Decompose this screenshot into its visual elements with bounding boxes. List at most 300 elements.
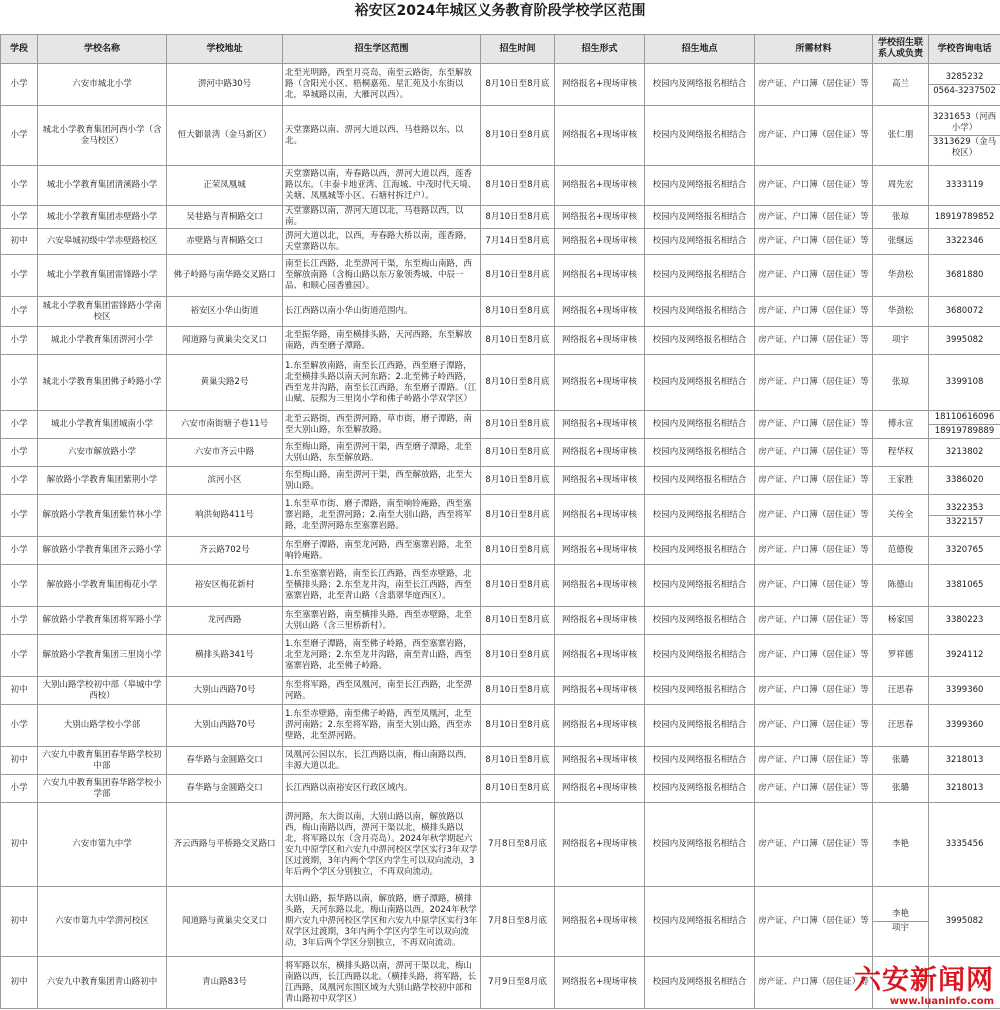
cell-phone: [929, 411, 1000, 439]
cell-address: 恒大御景湾（金马新区）: [167, 106, 283, 166]
cell-district-range: 淠河大道以北，以西，寿春路大桥以南，莲香路，天堂寨路以东。: [283, 229, 481, 255]
cell-address: 青山路83号: [167, 957, 283, 1009]
phone-entry: 3213802: [945, 447, 984, 457]
cell-school-name: 城北小学教育集团清溪路小学: [38, 166, 167, 206]
cell-form: 网络报名+现场审核: [555, 803, 645, 887]
cell-contact: [873, 64, 929, 106]
table-row: [1, 887, 1000, 957]
cell-contact: [873, 775, 929, 803]
cell-time: 8月10日至8月底: [481, 355, 555, 411]
table-row: [1, 677, 1000, 705]
cell-address: 齐云西路与平桥路交叉路口: [167, 803, 283, 887]
cell-place: 校园内及网络报名相结合: [645, 887, 755, 957]
cell-level: 初中: [1, 677, 38, 705]
cell-contact: [873, 705, 929, 747]
cell-form: 网络报名+现场审核: [555, 887, 645, 957]
cell-district-range: 天堂寨路以南、淠河大道以西、马巷路以东、以北。: [283, 106, 481, 166]
cell-form: 网络报名+现场审核: [555, 255, 645, 297]
cell-school-name: 解放路小学教育集团将军路小学: [38, 607, 167, 635]
cell-place: 校园内及网络报名相结合: [645, 106, 755, 166]
cell-school-name: 大别山路学校初中部（皋城中学西校）: [38, 677, 167, 705]
cell-materials: 房产证、户口簿（居住证）等: [755, 106, 873, 166]
watermark-text: 六安新闻网: [854, 965, 994, 996]
contact-entry: 汪思春: [887, 720, 914, 730]
cell-district-range: 1.东至解放南路，南至长江西路，西至磨子潭路，北至横排头路以南天河东路；2.北至佛子岭西路，西至龙井沟路，南至长江西路，东至磨子潭路。（江山赋、辰熙为三里岗小学和佛子岭路小学双学区）: [283, 355, 481, 411]
cell-address: 吴巷路与青桐路交口: [167, 206, 283, 229]
cell-phone: [929, 106, 1000, 166]
contact-entry: 关传全: [887, 510, 914, 520]
phone-entry: 3285232: [945, 72, 984, 82]
phone-entry: 3322346: [945, 236, 984, 246]
cell-time: 7月8日至8月底: [481, 887, 555, 957]
table-row: [1, 565, 1000, 607]
table-row: [1, 327, 1000, 355]
cell-address: 裕安区小华山街道: [167, 297, 283, 327]
cell-materials: 房产证、户口簿（居住证）等: [755, 229, 873, 255]
contact-entry: 张琼: [891, 377, 909, 387]
cell-place: 校园内及网络报名相结合: [645, 957, 755, 1009]
header-place: 招生地点: [645, 35, 755, 64]
phone-entry: 3218013: [945, 783, 984, 793]
contact-entry: 张琼: [891, 211, 909, 222]
table-row: [1, 64, 1000, 106]
cell-district-range: 北至云路街，西至淠河路，草市街，磨子潭路，南至大别山路，东至解放路。: [283, 411, 481, 439]
cell-district-range: 东至将军路，西至凤凰河，南至长江西路，北至淠河路。: [283, 677, 481, 705]
cell-place: 校园内及网络报名相结合: [645, 747, 755, 775]
cell-place: 校园内及网络报名相结合: [645, 439, 755, 467]
cell-place: 校园内及网络报名相结合: [645, 411, 755, 439]
contact-entry: 项宇: [873, 921, 928, 935]
cell-phone: [929, 64, 1000, 106]
cell-contact: [873, 677, 929, 705]
table-row: [1, 957, 1000, 1009]
cell-time: 7月9日至8月底: [481, 957, 555, 1009]
contact-entry: 李艳: [891, 839, 909, 849]
contact-entry: 程华权: [887, 447, 914, 457]
contact-entry: 罗祥德: [887, 650, 914, 660]
cell-form: 网络报名+现场审核: [555, 635, 645, 677]
cell-phone: [929, 495, 1000, 537]
cell-level: 小学: [1, 206, 38, 229]
phone-entry: 3995082: [945, 335, 984, 345]
cell-materials: 房产证、户口簿（居住证）等: [755, 565, 873, 607]
cell-place: 校园内及网络报名相结合: [645, 355, 755, 411]
cell-district-range: 北至光明路，西至月亮岛，南至云路街，东至解放路（含阳光小区、梧桐嘉苑、星汇苑及小东街以北，皋城路以南，大雁河以西）。: [283, 64, 481, 106]
cell-place: 校园内及网络报名相结合: [645, 705, 755, 747]
cell-contact: [873, 411, 929, 439]
phone-entry: 3399108: [945, 377, 984, 387]
cell-school-name: 解放路小学教育集团紫竹林小学: [38, 495, 167, 537]
table-row: [1, 106, 1000, 166]
cell-form: 网络报名+现场审核: [555, 705, 645, 747]
phone-entry: 3320765: [945, 545, 984, 555]
cell-time: 8月10日至8月底: [481, 635, 555, 677]
cell-time: 8月10日至8月底: [481, 255, 555, 297]
cell-phone: [929, 705, 1000, 747]
cell-materials: 房产证、户口簿（居住证）等: [755, 537, 873, 565]
cell-time: 8月10日至8月底: [481, 297, 555, 327]
cell-phone: [929, 439, 1000, 467]
cell-district-range: 大别山路，振华路以南，解放路，磨子潭路，横排头路，天河东路以北，梅山南路以西。2024年秋学期六安九中淠河校区学区和六安九中原学区实行3年双学区过渡期，3年内两个学区内学生可以双向流动，3年后两个学区分别独立，不再双向流动。: [283, 887, 481, 957]
cell-time: 8月10日至8月底: [481, 411, 555, 439]
contact-entry: 张仁朋: [887, 130, 914, 140]
cell-district-range: 凤凰河公园以东，长江西路以南，梅山南路以西，丰源大道以北。: [283, 747, 481, 775]
contact-entry: 高兰: [891, 79, 909, 89]
table-row: [1, 255, 1000, 297]
cell-phone: [929, 255, 1000, 297]
phone-entry: 3313629（金马校区）: [929, 135, 1000, 160]
cell-time: 8月10日至8月底: [481, 327, 555, 355]
cell-level: 小学: [1, 411, 38, 439]
cell-phone: [929, 677, 1000, 705]
cell-contact: [873, 803, 929, 887]
cell-address: 滨河小区: [167, 467, 283, 495]
page-title: 裕安区2024年城区义务教育阶段学校学区范围: [354, 3, 646, 19]
cell-contact: [873, 887, 929, 957]
phone-entry: 3680072: [945, 306, 984, 316]
cell-contact: [873, 565, 929, 607]
cell-form: 网络报名+现场审核: [555, 607, 645, 635]
cell-level: 小学: [1, 64, 38, 106]
cell-school-name: 六安市第九中学: [38, 803, 167, 887]
cell-time: 8月10日至8月底: [481, 467, 555, 495]
cell-district-range: 长江西路以南小华山街道范围内。: [283, 297, 481, 327]
table-row: [1, 439, 1000, 467]
cell-school-name: 城北小学教育集团赤壁路小学: [38, 206, 167, 229]
phone-entry: 0564-3237502: [929, 84, 1000, 98]
cell-contact: [873, 255, 929, 297]
cell-contact: [873, 467, 929, 495]
cell-school-name: 城北小学教育集团雷锋路小学南校区: [38, 297, 167, 327]
cell-level: 小学: [1, 775, 38, 803]
cell-district-range: 北至振华路，南至横排头路，天河西路，东至解放南路，西至磨子潭路。: [283, 327, 481, 355]
header-phone: 学校咨询电话: [929, 35, 1000, 64]
cell-phone: [929, 297, 1000, 327]
table-row: [1, 775, 1000, 803]
cell-phone: [929, 565, 1000, 607]
cell-district-range: 天堂寨路以南，淠河大道以北，马巷路以西，以南。: [283, 206, 481, 229]
cell-form: 网络报名+现场审核: [555, 537, 645, 565]
cell-materials: 房产证、户口簿（居住证）等: [755, 887, 873, 957]
cell-school-name: 城北小学教育集团淠河小学: [38, 327, 167, 355]
cell-materials: 房产证、户口簿（居住证）等: [755, 166, 873, 206]
cell-district-range: 1.东至草市街、磨子潭路，南至响铃庵路，西至塞寨岩路，北至淠河路；2.南至大别山路，西至将军路，北至淠河路东至塞寨岩路。: [283, 495, 481, 537]
cell-address: 正荣凤凰城: [167, 166, 283, 206]
cell-materials: 房产证、户口簿（居住证）等: [755, 803, 873, 887]
school-district-table: [0, 34, 1000, 1009]
cell-place: 校园内及网络报名相结合: [645, 537, 755, 565]
cell-address: 闻道路与黄巢尖交叉口: [167, 327, 283, 355]
phone-entry: 18919789889: [929, 424, 1000, 438]
phone-entry: 3399360: [945, 720, 984, 730]
cell-address: 齐云路702号: [167, 537, 283, 565]
cell-address: 大别山西路70号: [167, 705, 283, 747]
table-row: [1, 355, 1000, 411]
cell-form: 网络报名+现场审核: [555, 297, 645, 327]
phone-entry: 3386020: [945, 475, 984, 485]
cell-school-name: 六安九中教育集团春华路学校小学部: [38, 775, 167, 803]
cell-time: 8月10日至8月底: [481, 166, 555, 206]
cell-school-name: 大别山路学校小学部: [38, 705, 167, 747]
cell-form: 网络报名+现场审核: [555, 355, 645, 411]
contact-entry: 张璐: [891, 755, 909, 765]
cell-district-range: 东至塞寨岩路，南至横排头路，西至赤壁路，北至大别山路（含三里桥新村）。: [283, 607, 481, 635]
cell-phone: [929, 887, 1000, 957]
cell-materials: 房产证、户口簿（居住证）等: [755, 957, 873, 1009]
cell-place: 校园内及网络报名相结合: [645, 467, 755, 495]
cell-materials: 房产证、户口簿（居住证）等: [755, 64, 873, 106]
cell-form: 网络报名+现场审核: [555, 106, 645, 166]
cell-materials: 房产证、户口簿（居住证）等: [755, 775, 873, 803]
cell-contact: [873, 635, 929, 677]
cell-materials: 房产证、户口簿（居住证）等: [755, 607, 873, 635]
cell-time: 8月10日至8月底: [481, 747, 555, 775]
cell-time: 8月10日至8月底: [481, 106, 555, 166]
contact-entry: 傅永宣: [887, 419, 914, 429]
cell-level: 初中: [1, 747, 38, 775]
cell-district-range: 东至梅山路，南至淠河干渠，西至磨子潭路，北至大别山路，东至解放路。: [283, 439, 481, 467]
phone-entry: 3322157: [929, 515, 1000, 529]
cell-level: 小学: [1, 565, 38, 607]
cell-level: 小学: [1, 705, 38, 747]
cell-level: 小学: [1, 495, 38, 537]
phone-entry: 3924112: [945, 650, 984, 660]
contact-entry: 杨家国: [887, 615, 914, 625]
cell-phone: [929, 206, 1000, 229]
cell-materials: 房产证、户口簿（居住证）等: [755, 206, 873, 229]
cell-phone: [929, 607, 1000, 635]
contact-entry: 华劲松: [887, 270, 914, 280]
cell-place: 校园内及网络报名相结合: [645, 635, 755, 677]
cell-time: 8月10日至8月底: [481, 206, 555, 229]
cell-contact: [873, 206, 929, 229]
table-row: [1, 537, 1000, 565]
cell-phone: [929, 747, 1000, 775]
cell-district-range: 1.东至磨子潭路，南至佛子岭路，西至塞寨岩路，北至龙河路；2.东至龙井沟路，南至青山路，西至塞寨岩路，北至佛子岭路。: [283, 635, 481, 677]
table-row: [1, 495, 1000, 537]
cell-time: 8月10日至8月底: [481, 775, 555, 803]
table-row: [1, 705, 1000, 747]
cell-address: 黄巢尖路2号: [167, 355, 283, 411]
cell-school-name: 六安皋城初级中学赤壁路校区: [38, 229, 167, 255]
cell-address: 春华路与金圆路交口: [167, 775, 283, 803]
cell-school-name: 城北小学教育集团佛子岭路小学: [38, 355, 167, 411]
cell-phone: [929, 229, 1000, 255]
cell-school-name: 解放路小学教育集团三里岗小学: [38, 635, 167, 677]
cell-place: 校园内及网络报名相结合: [645, 206, 755, 229]
cell-level: 小学: [1, 255, 38, 297]
contact-entry: 范德俊: [887, 545, 914, 555]
header-materials: 所需材料: [755, 35, 873, 64]
cell-form: 网络报名+现场审核: [555, 467, 645, 495]
cell-time: 8月10日至8月底: [481, 64, 555, 106]
cell-address: 龙河西路: [167, 607, 283, 635]
cell-form: 网络报名+现场审核: [555, 775, 645, 803]
cell-level: 初中: [1, 803, 38, 887]
cell-materials: 房产证、户口簿（居住证）等: [755, 355, 873, 411]
cell-district-range: 天堂寨路以南，寿春路以西，淠河大道以西，莲香路以东。（丰泰卡地亚湾、江海城、中茂时代天境、关塘、凤凰城等小区、石塘村拆迁户）。: [283, 166, 481, 206]
cell-form: 网络报名+现场审核: [555, 495, 645, 537]
cell-materials: 房产证、户口簿（居住证）等: [755, 635, 873, 677]
cell-form: 网络报名+现场审核: [555, 206, 645, 229]
cell-district-range: 东至梅山路，南至淠河干渠，西至解放路，北至大别山路。: [283, 467, 481, 495]
phone-entry: 3681880: [945, 270, 984, 280]
cell-level: 小学: [1, 166, 38, 206]
cell-district-range: 南至长江西路，北至淠河干渠，东至梅山南路，西至解放南路（含梅山路以东万象领秀城、中辰一品、和顺心园香雅园）。: [283, 255, 481, 297]
cell-district-range: 淠河路，东大街以南，大别山路以南，解放路以西，梅山南路以西，淠河干渠以北，横排头路以北，将军路以东（含月亮岛）。2024年秋学期起六安九中原学区和六安九中淠河校区学区实行3年双学区过渡期，3年内两个学区内学生可以双向流动，3年后两个学区分别独立，不再双向流动。: [283, 803, 481, 887]
cell-contact: [873, 607, 929, 635]
phone-entry: 3333119: [945, 180, 984, 190]
cell-time: 8月10日至8月底: [481, 705, 555, 747]
cell-materials: 房产证、户口簿（居住证）等: [755, 467, 873, 495]
cell-materials: 房产证、户口簿（居住证）等: [755, 297, 873, 327]
cell-school-name: 六安市城北小学: [38, 64, 167, 106]
phone-entry: 3381065: [945, 580, 984, 590]
cell-form: 网络报名+现场审核: [555, 439, 645, 467]
cell-contact: [873, 297, 929, 327]
cell-school-name: 城北小学教育集团雷锋路小学: [38, 255, 167, 297]
cell-form: 网络报名+现场审核: [555, 166, 645, 206]
contact-entry: 汪思春: [887, 685, 914, 695]
contact-entry: 王家胜: [887, 475, 914, 485]
cell-address: 春华路与金圆路交口: [167, 747, 283, 775]
table-row: [1, 467, 1000, 495]
cell-place: 校园内及网络报名相结合: [645, 255, 755, 297]
cell-time: 8月10日至8月底: [481, 495, 555, 537]
cell-form: 网络报名+现场审核: [555, 327, 645, 355]
header-district-range: 招生学区范围: [283, 35, 481, 64]
cell-contact: [873, 355, 929, 411]
cell-address: 闻道路与黄巢尖交叉口: [167, 887, 283, 957]
cell-level: 小学: [1, 327, 38, 355]
table-header-row: [1, 35, 1000, 64]
contact-entry: 项宇: [891, 335, 909, 345]
watermark-logo: [854, 966, 994, 1008]
cell-level: 小学: [1, 537, 38, 565]
cell-address: 横排头路341号: [167, 635, 283, 677]
cell-school-name: 城北小学教育集团河西小学（含金马校区）: [38, 106, 167, 166]
table-row: [1, 607, 1000, 635]
cell-level: 小学: [1, 106, 38, 166]
contact-entry: 李艳: [891, 909, 909, 919]
cell-place: 校园内及网络报名相结合: [645, 565, 755, 607]
cell-contact: [873, 495, 929, 537]
table-row: [1, 803, 1000, 887]
cell-address: 大别山西路70号: [167, 677, 283, 705]
cell-form: 网络报名+现场审核: [555, 747, 645, 775]
cell-phone: [929, 355, 1000, 411]
cell-school-name: 六安市第九中学淠河校区: [38, 887, 167, 957]
cell-level: 小学: [1, 355, 38, 411]
phone-entry: 3335456: [945, 839, 984, 849]
header-school-name: 学校名称: [38, 35, 167, 64]
cell-place: 校园内及网络报名相结合: [645, 607, 755, 635]
header-form: 招生形式: [555, 35, 645, 64]
table-row: [1, 747, 1000, 775]
cell-materials: 房产证、户口簿（居住证）等: [755, 495, 873, 537]
table-body: [1, 64, 1000, 1009]
cell-form: 网络报名+现场审核: [555, 677, 645, 705]
cell-phone: [929, 775, 1000, 803]
header-contact: 学校招生联系人或负责: [873, 35, 929, 64]
cell-level: 小学: [1, 607, 38, 635]
contact-entry: 张璐: [891, 783, 909, 793]
cell-materials: 房产证、户口簿（居住证）等: [755, 705, 873, 747]
cell-address: 赤壁路与青桐路交口: [167, 229, 283, 255]
contact-entry: 周先宏: [887, 180, 914, 190]
cell-district-range: 1.东至赤壁路，南至佛子岭路，西至凤凰河，北至淠河南路；2.东至将军路，南至大别山路，西至赤壁路，北至淠河路。: [283, 705, 481, 747]
phone-entry: 3218013: [945, 755, 984, 765]
cell-school-name: 六安九中教育集团青山路初中: [38, 957, 167, 1009]
cell-address: 六安市齐云中路: [167, 439, 283, 467]
phone-entry: 3399360: [945, 685, 984, 695]
cell-place: 校园内及网络报名相结合: [645, 495, 755, 537]
cell-materials: 房产证、户口簿（居住证）等: [755, 411, 873, 439]
cell-contact: [873, 166, 929, 206]
cell-district-range: 长江西路以南裕安区行政区域内。: [283, 775, 481, 803]
cell-address: 佛子岭路与南华路交叉路口: [167, 255, 283, 297]
cell-place: 校园内及网络报名相结合: [645, 803, 755, 887]
cell-school-name: 解放路小学教育集团紫荆小学: [38, 467, 167, 495]
cell-school-name: 解放路小学教育集团梅花小学: [38, 565, 167, 607]
cell-district-range: 1.东至塞寨岩路，南至长江西路，西至赤壁路，北至横排头路；2.东至龙井沟，南至长江西路，西至塞寨岩路，北至青山路（含翡翠华庭西区）。: [283, 565, 481, 607]
cell-phone: [929, 166, 1000, 206]
cell-place: 校园内及网络报名相结合: [645, 166, 755, 206]
cell-time: 8月10日至8月底: [481, 537, 555, 565]
cell-level: 小学: [1, 439, 38, 467]
cell-school-name: 解放路小学教育集团齐云路小学: [38, 537, 167, 565]
cell-contact: [873, 106, 929, 166]
cell-contact: [873, 229, 929, 255]
cell-place: 校园内及网络报名相结合: [645, 775, 755, 803]
cell-time: 8月10日至8月底: [481, 607, 555, 635]
cell-place: 校园内及网络报名相结合: [645, 327, 755, 355]
cell-phone: [929, 327, 1000, 355]
cell-district-range: 东至磨子潭路，南至龙河路，西至塞寨岩路，北至响铃庵路。: [283, 537, 481, 565]
cell-form: 网络报名+现场审核: [555, 64, 645, 106]
cell-time: 8月10日至8月底: [481, 565, 555, 607]
cell-contact: [873, 439, 929, 467]
cell-time: 7月14日至8月底: [481, 229, 555, 255]
header-time: 招生时间: [481, 35, 555, 64]
cell-level: 初中: [1, 229, 38, 255]
contact-entry: 陈德山: [887, 580, 914, 590]
header-level: 学段: [1, 35, 38, 64]
cell-district-range: 将军路以东，横排头路以南，淠河干渠以北，梅山南路以西，长江西路以北。（横排头路，将军路，长江西路，凤凰河东围区域为大别山路学校初中部和青山路初中双学区）: [283, 957, 481, 1009]
phone-entry: 3380223: [945, 615, 984, 625]
cell-phone: [929, 635, 1000, 677]
cell-materials: 房产证、户口簿（居住证）等: [755, 439, 873, 467]
table-row: [1, 411, 1000, 439]
cell-form: 网络报名+现场审核: [555, 229, 645, 255]
cell-materials: 房产证、户口簿（居住证）等: [755, 677, 873, 705]
table-row: [1, 206, 1000, 229]
cell-phone: [929, 803, 1000, 887]
cell-level: 小学: [1, 635, 38, 677]
cell-form: 网络报名+现场审核: [555, 565, 645, 607]
phone-entry: 18919789852: [934, 211, 995, 222]
cell-time: 8月10日至8月底: [481, 677, 555, 705]
contact-entry: 华劲松: [887, 306, 914, 316]
cell-school-name: 城北小学教育集团城南小学: [38, 411, 167, 439]
cell-place: 校园内及网络报名相结合: [645, 229, 755, 255]
table-row: [1, 166, 1000, 206]
cell-form: 网络报名+现场审核: [555, 957, 645, 1009]
watermark-url: www.luaninfo.com: [889, 996, 994, 1007]
contact-entry: 张继远: [887, 236, 914, 246]
cell-materials: 房产证、户口簿（居住证）等: [755, 747, 873, 775]
cell-contact: [873, 327, 929, 355]
